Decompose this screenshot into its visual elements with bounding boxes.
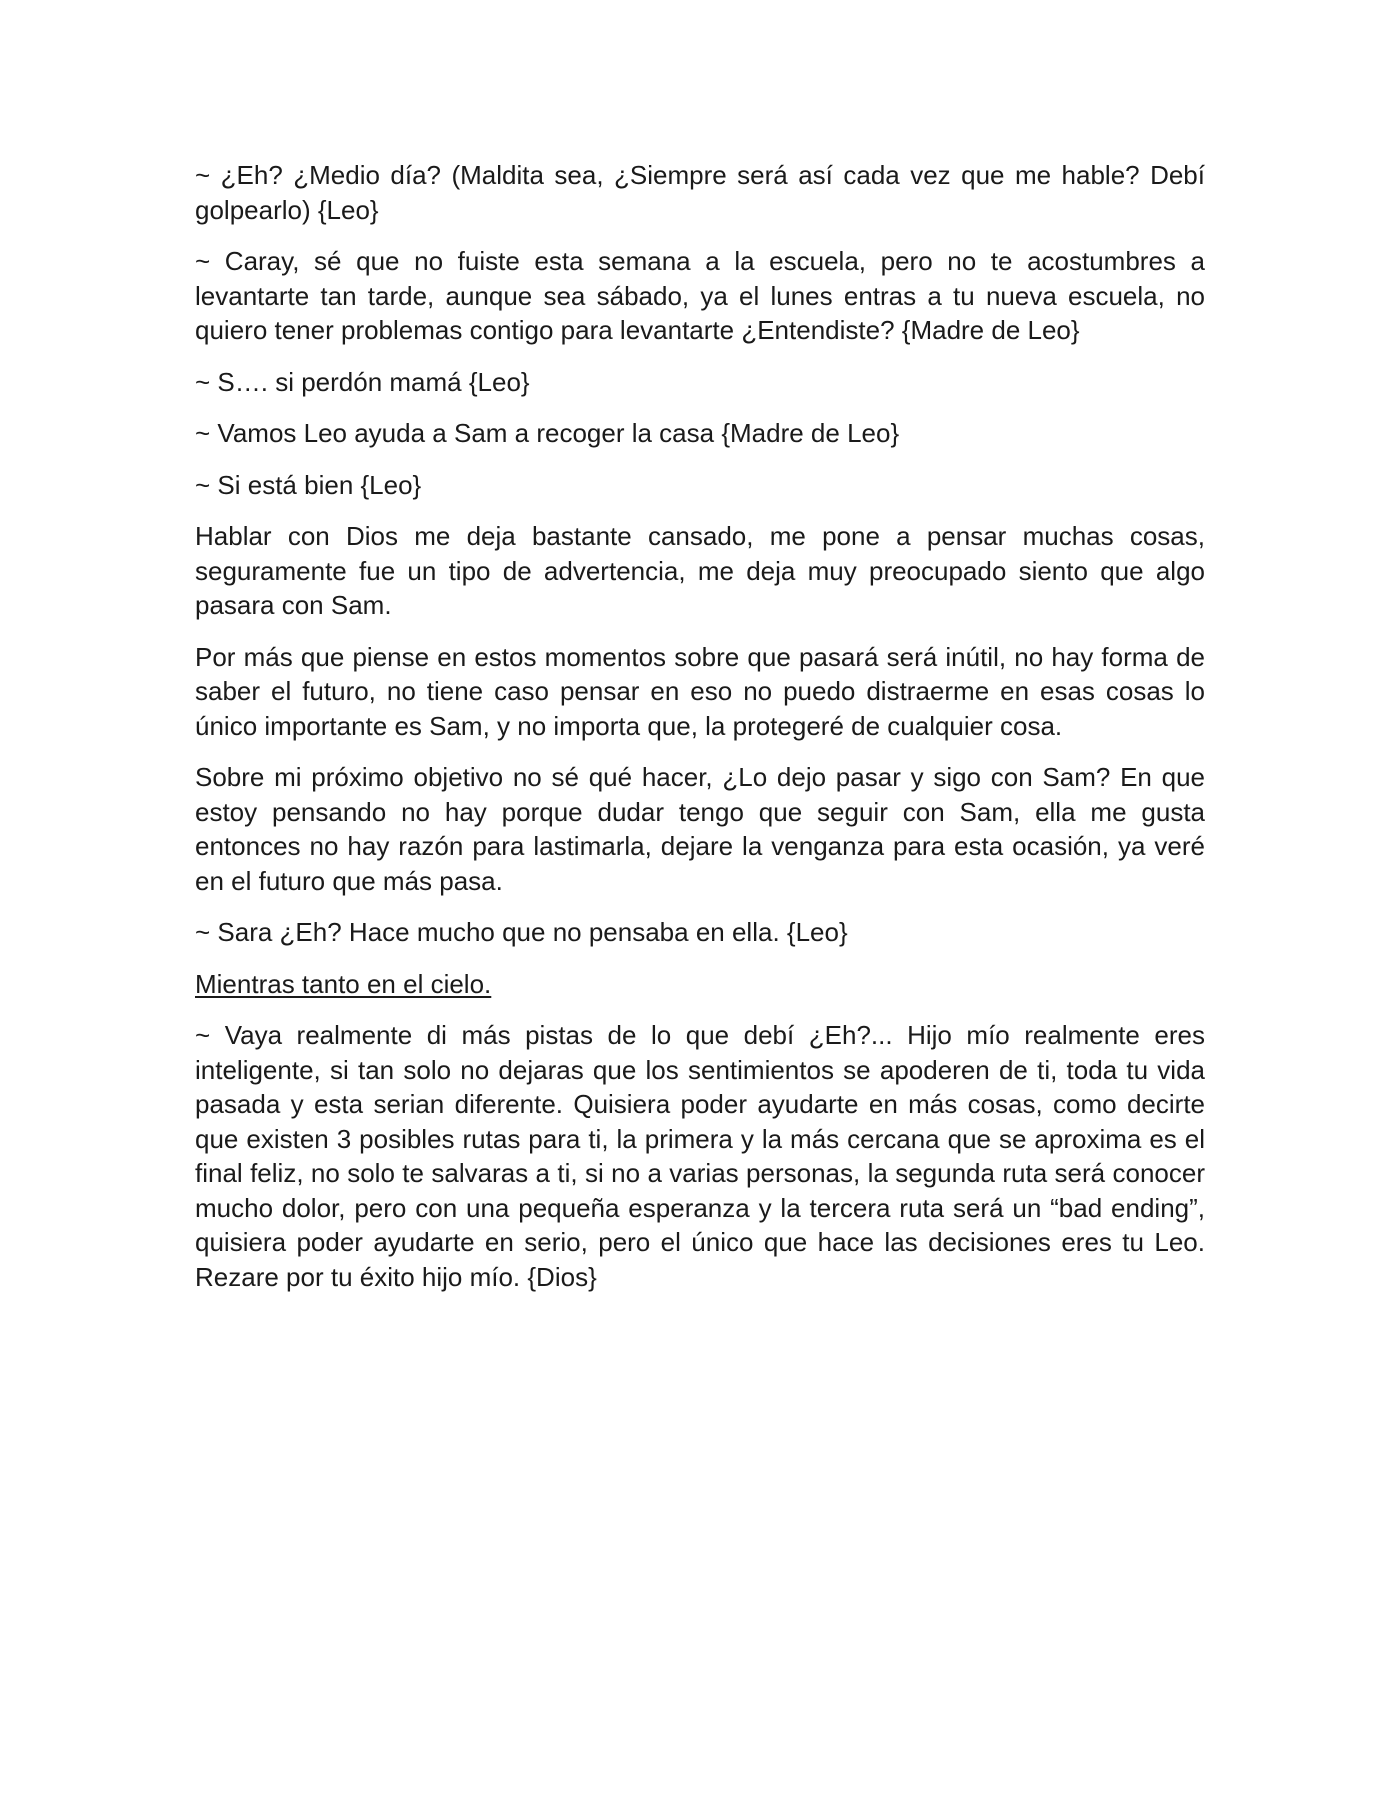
dialogue-line: ~ ¿Eh? ¿Medio día? (Maldita sea, ¿Siempre será así cada vez que me hable? Debí golpearlo) {Leo} (195, 160, 1205, 225)
narration-paragraph: Por más que piense en estos momentos sobre que pasará será inútil, no hay forma de saber el futuro, no tiene caso pensar en eso no puedo distraerme en esas cosas lo único importante es Sam, y no importa que, la protegeré de cualquier cosa. (195, 641, 1205, 741)
dialogue-line: ~ Caray, sé que no fuiste esta semana a la escuela, pero no te acostumbres a levantarte tan tarde, aunque sea sábado, ya el lunes entras a tu nueva escuela, no quiero tener problemas contigo para levantarte ¿Entendiste? {Madre de Leo} (195, 246, 1205, 345)
narration-paragraph: Hablar con Dios me deja bastante cansado, me pone a pensar muchas cosas, seguramente fue un tipo de advertencia, me deja muy preocupado siento que algo pasara con Sam. (195, 521, 1205, 620)
dialogue-line: ~ S…. si perdón mamá {Leo} (195, 366, 530, 397)
dialogue-line: ~ Sara ¿Eh? Hace mucho que no pensaba en ella. {Leo} (195, 917, 848, 947)
scene-heading: Mientras tanto en el cielo. (195, 968, 492, 999)
dialogue-line: ~ Vaya realmente di más pistas de lo que debí ¿Eh?... Hijo mío realmente eres inteligente, si tan solo no dejaras que los sentimientos se apoderen de ti, toda tu vida pasada y esta serian diferente. Quisiera poder ayudarte en más cosas, como decirte que existen 3 posibles rutas para ti, la primera y la más cercana que se aproxima es el final feliz, no solo te salvaras a ti, si no a varias personas, la segunda ruta será conocer mucho dolor, pero con una pequeña esperanza y la tercera ruta será un “bad ending”, quisiera poder ayudarte en serio, pero el único que hace las decisiones eres tu Leo. Rezare por tu éxito hijo mío. {Dios} (195, 1020, 1205, 1292)
dialogue-line: ~ Si está bien {Leo} (195, 469, 422, 500)
document-body (195, 158, 1205, 1311)
narration-paragraph: Sobre mi próximo objetivo no sé qué hacer, ¿Lo dejo pasar y sigo con Sam? En que estoy pensando no hay porque dudar tengo que seguir con Sam, ella me gusta entonces no hay razón para lastimarla, dejare la venganza para esta ocasión, ya veré en el futuro que más pasa. (195, 762, 1205, 896)
dialogue-line: ~ Vamos Leo ayuda a Sam a recoger la casa {Madre de Leo} (195, 418, 900, 448)
